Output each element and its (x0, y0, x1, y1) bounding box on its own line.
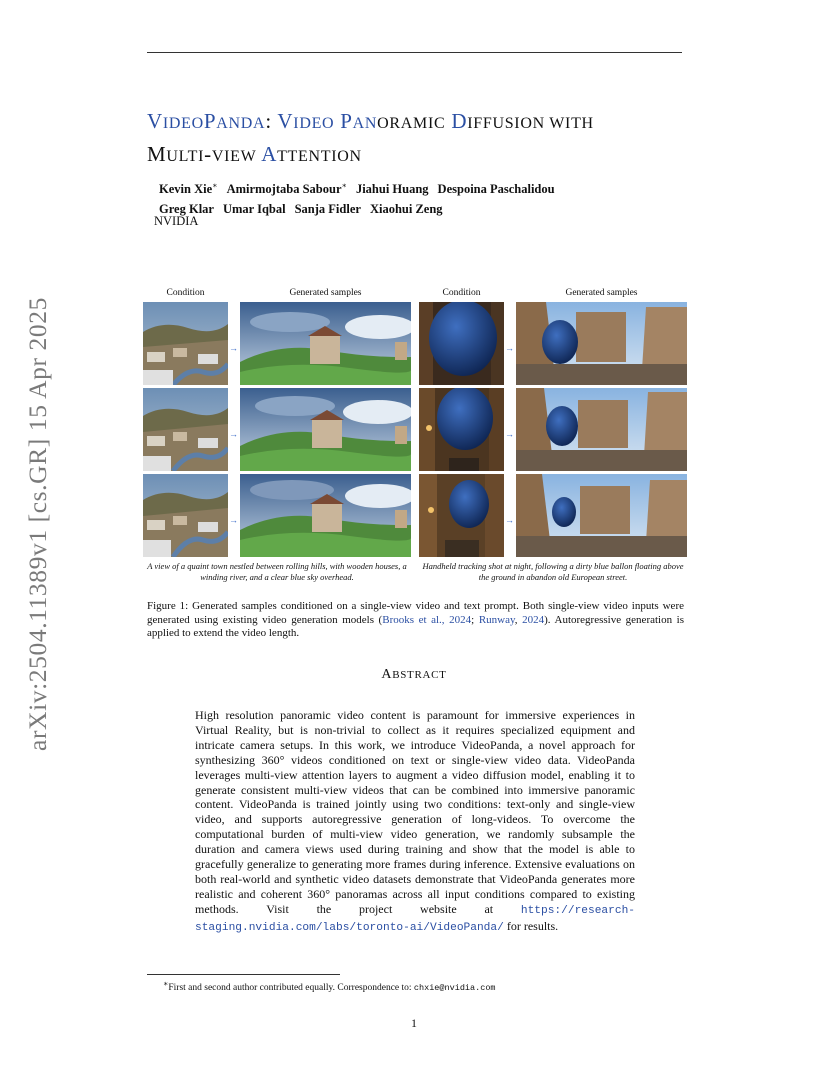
title-fragment: IDEO (162, 115, 204, 132)
affiliation: NVIDIA (154, 214, 199, 228)
author (159, 182, 218, 196)
arrow-icon: → (505, 429, 514, 439)
right-condition-label: Condition (442, 288, 481, 298)
title-fragment: AN (352, 115, 378, 132)
caption-fragment: Figure 1: Generated samples conditioned on a single-view video and text prompt. Both single-view video inputs were generated using existing video generation models ( (147, 600, 684, 626)
caption-fragment: ; (471, 613, 479, 626)
footnote-rule (147, 974, 340, 975)
author-list (159, 176, 564, 219)
right-subcaption: Handheld tracking shot at night, following a dirty blue ballon floating above the ground in abandon old European street. (422, 561, 684, 582)
page-number: 1 (411, 1016, 417, 1030)
title-fragment: VIEW (211, 148, 257, 165)
abstract-fragment: High resolution panoramic video content is paramount for immersive experiences in Virtual Reality, but is non-trivial to collect as it requires specialized equipment and intricate camera setups. In this work, we introduce VideoPanda, a novel approach for synthesizing 360° videos conditioned on text or single-view video data. VideoPanda leverages multi-view attention layers to augment a video diffusion model, enabling it to generate consistent multi-view videos that can be combined into immersive panoramic content. VideoPanda is trained jointly using two conditions: text-only and single-view video, and supports autoregressive generation of long-videos. To overcome the computational burden of multi-view video generation, we randomly subsample the duration and camera views used during training and show that the model is able to gracefully generalize to generating more frames during inference. Extensive evaluations on both real-world and synthetic video datasets demonstrate that VideoPanda generates more realistic and coherent 360° panoramas across all input conditions compared to existing methods. Visit the project website at (195, 708, 635, 916)
author-name: Greg Klar (159, 202, 214, 217)
arrow-icon: → (505, 515, 514, 525)
title-fragment: V (147, 109, 163, 133)
arrow-icon: → (229, 343, 238, 353)
abstract-heading (0, 667, 828, 683)
author-name: Xiaohui Zeng (369, 202, 443, 217)
town-condition-frame-3 (143, 474, 228, 557)
title-fragment: ORAMIC (377, 115, 446, 132)
author (438, 182, 555, 196)
figure-caption (147, 600, 684, 641)
paper-title (147, 106, 707, 172)
balloon-condition-frame-2 (419, 388, 504, 471)
arrow-icon: → (229, 429, 238, 439)
arrow-icon: → (505, 343, 514, 353)
balloon-condition-frame-1 (419, 302, 504, 385)
title-line-1 (147, 106, 707, 139)
author-name: Amirmojtaba Sabour (226, 182, 342, 197)
left-samples-label: Generated samples (289, 288, 362, 298)
left-subcaption: A view of a quaint town nestled between rolling hills, with wooden houses, a winding river, and a clear blue sky overhead. (147, 561, 407, 582)
left-condition-label: Condition (166, 288, 205, 298)
equal-contribution-mark: ∗ (212, 181, 218, 190)
author-name: Jiahui Huang (355, 182, 429, 197)
caption-fragment[interactable]: Brooks et al., 2024 (382, 613, 472, 626)
author (370, 202, 443, 216)
town-panorama-3 (240, 474, 411, 557)
balloon-condition-frame-3 (419, 474, 504, 557)
caption-fragment[interactable]: 2024 (522, 613, 545, 626)
heading-fragment: A (381, 667, 393, 682)
author (223, 202, 286, 216)
town-panorama-2 (240, 388, 411, 471)
street-panorama-3 (516, 474, 687, 557)
heading-fragment: BSTRACT (392, 669, 447, 681)
abstract-fragment[interactable]: https://research-staging.nvidia.com/labs/toronto-ai/VideoPanda/ (195, 904, 635, 934)
title-fragment: D (451, 109, 468, 133)
footnote-mark: ∗ (163, 979, 169, 988)
author-row-1 (159, 176, 564, 199)
town-condition-frame-1 (143, 302, 228, 385)
title-fragment: - (204, 142, 212, 166)
arrow-icon: → (229, 515, 238, 525)
title-fragment: : (265, 109, 278, 133)
top-rule (147, 52, 682, 53)
author (227, 182, 347, 196)
title-fragment: ULTI (166, 148, 205, 165)
caption-fragment: ). Autoregressive generation is applied to extend the video length. (147, 613, 685, 639)
caption-fragment[interactable]: Runway (478, 613, 515, 626)
author-name: Sanja Fidler (294, 202, 361, 217)
abstract-fragment: for results. (503, 918, 559, 933)
title-fragment: V (277, 109, 294, 133)
street-panorama-1 (516, 302, 687, 385)
equal-contribution-mark: ∗ (341, 181, 347, 190)
street-panorama-2 (516, 388, 687, 471)
title-fragment: TTENTION (277, 148, 362, 165)
arxiv-identifier: arXiv:2504.11389v1 [cs.GR] 15 Apr 2025 (23, 297, 52, 751)
title-line-2 (147, 139, 707, 172)
caption-fragment: , (514, 613, 523, 626)
author (356, 182, 429, 196)
title-fragment: P (203, 109, 217, 133)
title-fragment: P (340, 109, 353, 133)
title-fragment: IFFUSION WITH (467, 115, 594, 132)
footnote (163, 979, 496, 993)
author-name: Despoina Paschalidou (437, 182, 555, 197)
title-fragment: IDEO (293, 115, 335, 132)
abstract-text (195, 708, 635, 936)
town-panorama-1 (240, 302, 411, 385)
title-fragment: ANDA (216, 115, 266, 132)
footnote-text: First and second author contributed equally. Correspondence to: (168, 983, 414, 994)
author (295, 202, 361, 216)
title-fragment: A (261, 142, 278, 166)
author-name: Kevin Xie (159, 182, 213, 197)
title-fragment: M (147, 142, 167, 166)
right-samples-label: Generated samples (565, 288, 638, 298)
author-name: Umar Iqbal (222, 202, 286, 217)
town-condition-frame-2 (143, 388, 228, 471)
author-row-2 (159, 199, 564, 219)
correspondence-email[interactable]: chxie@nvidia.com (413, 983, 496, 994)
